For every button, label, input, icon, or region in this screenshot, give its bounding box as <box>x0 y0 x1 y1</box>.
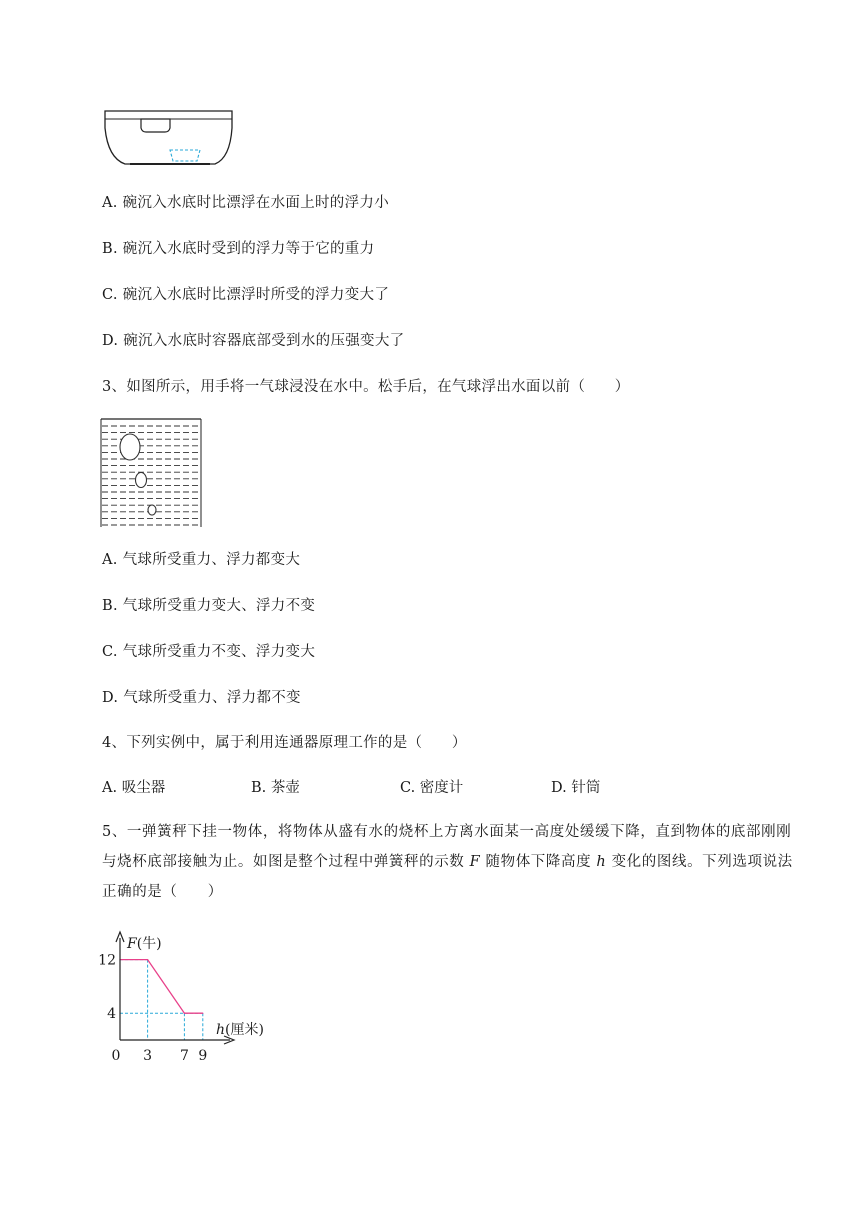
q2-option-d: D. 碗沉入水底时容器底部受到水的压强变大了 <box>102 333 405 349</box>
y-tick-label: 4 <box>107 1006 116 1023</box>
q2-option-b: B. 碗沉入水底时受到的浮力等于它的重力 <box>102 241 375 257</box>
small-balloon <box>148 505 156 515</box>
q3-option-d: D. 气球所受重力、浮力都不变 <box>102 690 301 706</box>
floating-bowl <box>141 119 170 132</box>
chart-series-polyline <box>120 960 203 1014</box>
q4-option-d: D. 针筒 <box>551 780 601 796</box>
x-axis-label: h(厘米) <box>216 1022 264 1038</box>
chart-guide-lines <box>120 960 203 1040</box>
y-axis-label: F(牛) <box>127 936 162 952</box>
chart-series-line <box>119 959 203 1014</box>
large-balloon <box>120 434 140 460</box>
bowl-container-figure <box>100 108 240 170</box>
q4-option-c: C. 密度计 <box>400 780 464 796</box>
balloon-water-figure <box>100 417 204 529</box>
q3-option-a: A. 气球所受重力、浮力都变大 <box>102 552 301 568</box>
chart-data-point <box>147 959 148 960</box>
chart-data-point <box>184 1013 185 1014</box>
q5-stem: 5、一弹簧秤下挂一物体，将物体从盛有水的烧杯上方离水面某一高度处缓缓下降，直到物体的底部刚刚与烧杯底部接触为止。如图是整个过程中弹簧秤的示数 F 随物体下降高度 h 变化的图线。下列选项说法正确的是（ ） <box>102 824 793 900</box>
x-tick-label: 3 <box>143 1048 153 1064</box>
q3-option-c: C. 气球所受重力不变、浮力变大 <box>102 644 316 660</box>
x-tick-label: 0 <box>111 1048 121 1064</box>
q3-stem: 3、如图所示，用手将一气球浸没在水中。松手后，在气球浮出水面以前（ ） <box>102 379 630 395</box>
chart-data-point <box>202 1013 203 1014</box>
q3-option-b: B. 气球所受重力变大、浮力不变 <box>102 598 316 614</box>
q2-option-a: A. 碗沉入水底时比漂浮在水面上时的浮力小 <box>102 195 390 211</box>
q2-option-c: C. 碗沉入水底时比漂浮时所受的浮力变大了 <box>102 287 390 303</box>
y-tick-label: 12 <box>98 952 116 969</box>
force-height-chart <box>96 928 286 1073</box>
chart-tick-labels <box>98 953 207 1064</box>
q4-stem: 4、下列实例中，属于利用连通器原理工作的是（ ） <box>102 735 467 751</box>
x-tick-label: 7 <box>179 1048 189 1064</box>
q4-option-a: A. 吸尘器 <box>102 780 166 796</box>
sunk-bowl <box>170 150 200 161</box>
x-tick-label: 9 <box>198 1048 208 1064</box>
medium-balloon <box>136 473 147 488</box>
q4-option-b: B. 茶壶 <box>251 780 300 796</box>
